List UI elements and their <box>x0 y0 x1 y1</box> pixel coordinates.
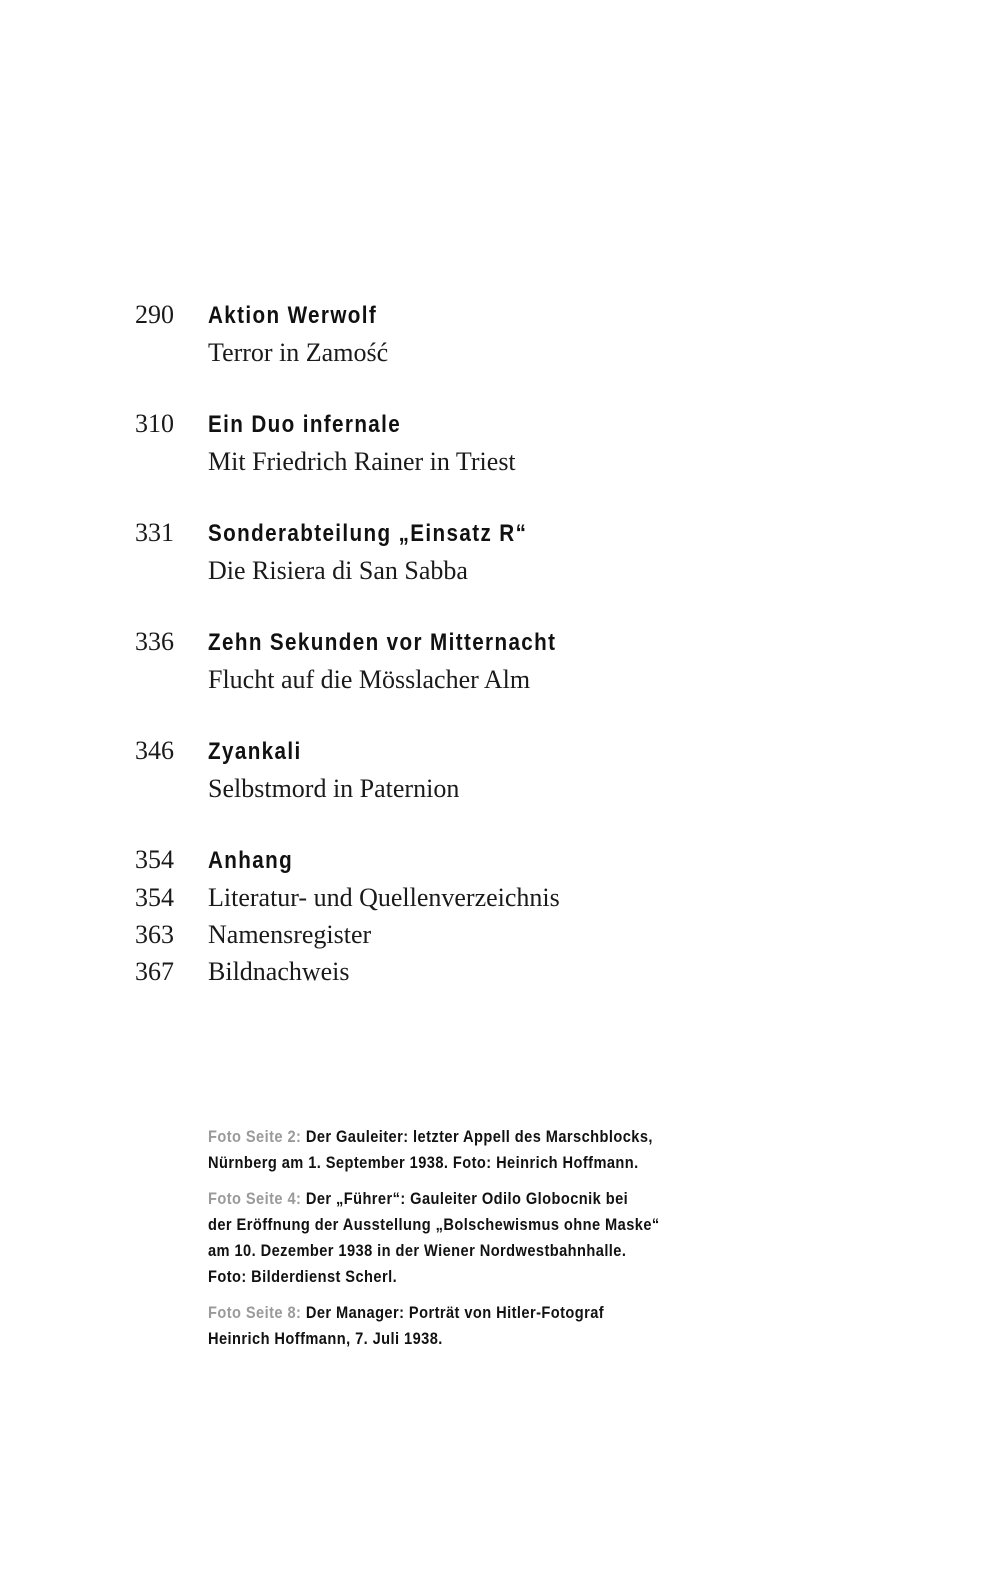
toc-chapter-subtitle: Terror in Zamość <box>208 338 389 367</box>
toc-chapter-title: Sonderabteilung „Einsatz R“ <box>208 520 528 547</box>
toc-page-number: 290 <box>135 300 174 329</box>
toc-chapter-title: Aktion Werwolf <box>208 302 378 329</box>
caption-label: Foto Seite 8: <box>208 1303 302 1322</box>
toc-chapter-subtitle: Flucht auf die Mösslacher Alm <box>208 665 531 694</box>
toc-appendix-label: Namensregister <box>208 920 372 949</box>
toc-appendix-item <box>135 953 835 990</box>
photo-caption <box>208 1300 758 1352</box>
toc-appendix <box>135 841 835 990</box>
toc-page-number: 354 <box>135 883 174 912</box>
toc-page-number: 310 <box>135 409 174 438</box>
toc-entry <box>135 405 835 480</box>
caption-text: Der Gauleiter: letzter Appell des Marschblocks, <box>305 1127 653 1146</box>
caption-text: der Eröffnung der Ausstellung „Bolschewismus ohne Maske“ <box>208 1215 660 1234</box>
caption-text: Der „Führer“: Gauleiter Odilo Globocnik bei <box>305 1189 629 1208</box>
toc-chapter-title: Zyankali <box>208 738 302 765</box>
caption-text: Nürnberg am 1. September 1938. Foto: Heinrich Hoffmann. <box>208 1153 639 1172</box>
toc-chapter-subtitle: Selbstmord in Paternion <box>208 774 460 803</box>
photo-caption <box>208 1186 758 1290</box>
toc-entry <box>135 623 835 698</box>
caption-text: am 10. Dezember 1938 in der Wiener Nordwestbahnhalle. <box>208 1241 627 1260</box>
toc-page-number: 336 <box>135 627 174 656</box>
toc-page-number: 354 <box>135 845 174 874</box>
toc-appendix-title: Anhang <box>208 847 294 874</box>
photo-caption <box>208 1124 758 1176</box>
caption-label: Foto Seite 4: <box>208 1189 302 1208</box>
toc-appendix-item <box>135 916 835 953</box>
table-of-contents <box>135 296 835 1024</box>
caption-text: Der Manager: Porträt von Hitler-Fotograf <box>305 1303 605 1322</box>
toc-appendix-label: Literatur- und Quellenverzeichnis <box>208 883 560 912</box>
toc-chapter-subtitle: Die Risiera di San Sabba <box>208 556 468 585</box>
toc-page-number: 363 <box>135 920 174 949</box>
toc-page-number: 367 <box>135 957 174 986</box>
toc-page-number: 331 <box>135 518 174 547</box>
toc-appendix-label: Bildnachweis <box>208 957 350 986</box>
toc-chapter-title: Ein Duo infernale <box>208 411 402 438</box>
toc-entry <box>135 296 835 371</box>
toc-appendix-item <box>135 879 835 916</box>
toc-entry <box>135 732 835 807</box>
caption-text: Heinrich Hoffmann, 7. Juli 1938. <box>208 1329 443 1348</box>
photo-captions <box>208 1124 768 1362</box>
toc-page-number: 346 <box>135 736 174 765</box>
toc-chapter-subtitle: Mit Friedrich Rainer in Triest <box>208 447 516 476</box>
caption-text: Foto: Bilderdienst Scherl. <box>208 1267 398 1286</box>
caption-label: Foto Seite 2: <box>208 1127 302 1146</box>
toc-entry <box>135 514 835 589</box>
toc-chapter-title: Zehn Sekunden vor Mitternacht <box>208 629 557 656</box>
